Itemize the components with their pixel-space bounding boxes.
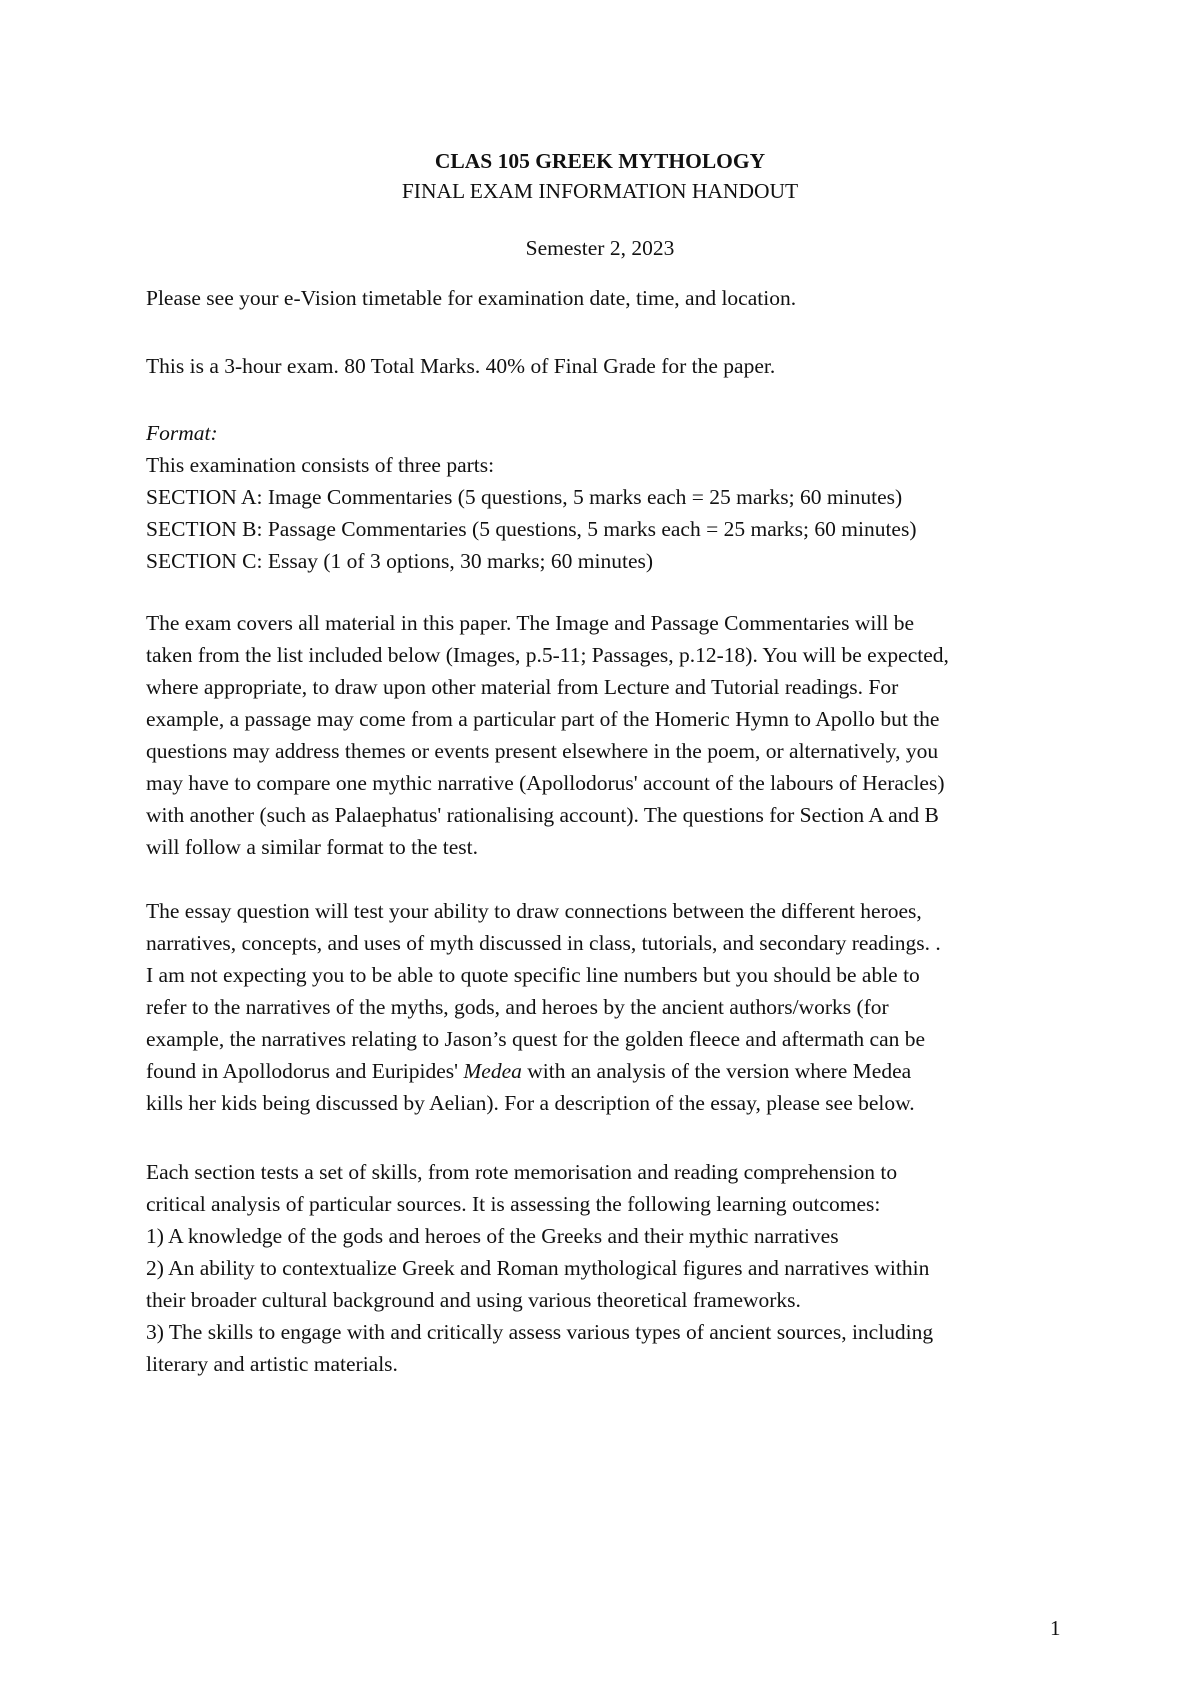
medea-line	[146, 1055, 1076, 1087]
outcome-2-cont: their broader cultural background and using various theoretical frameworks.	[146, 1288, 801, 1312]
semester-label: Semester 2, 2023	[525, 236, 675, 260]
outcome-3: 3) The skills to engage with and critically assess various types of ancient sources, including	[146, 1320, 934, 1344]
page-number: 1	[1050, 1616, 1061, 1640]
outcome-1: 1) A knowledge of the gods and heroes of the Greeks and their mythic narratives	[146, 1224, 839, 1248]
paragraph-line: example, the narratives relating to Jason’s quest for the golden fleece and aftermath can be	[146, 1027, 926, 1051]
section-b-line: SECTION B: Passage Commentaries (5 questions, 5 marks each = 25 marks; 60 minutes)	[146, 517, 917, 541]
paragraph-line: This examination consists of three parts:	[146, 453, 495, 477]
paragraph-line: kills her kids being discussed by Aelian). For a description of the essay, please see below.	[146, 1091, 915, 1115]
paragraph-line: questions may address themes or events present elsewhere in the poem, or alternatively, you	[146, 739, 939, 763]
outcome-2: 2) An ability to contextualize Greek and Roman mythological figures and narratives within	[146, 1256, 930, 1280]
outcome-3-cont: literary and artistic materials.	[146, 1352, 398, 1376]
medea-title: Medea	[463, 1059, 522, 1083]
paragraph-line: narratives, concepts, and uses of myth discussed in class, tutorials, and secondary readings. .	[146, 931, 941, 955]
timetable-paragraph	[146, 282, 1076, 314]
format-section	[146, 417, 1076, 577]
section-c-line: SECTION C: Essay (1 of 3 options, 30 marks; 60 minutes)	[146, 549, 654, 573]
paragraph-line: I am not expecting you to be able to quote specific line numbers but you should be able to	[146, 963, 920, 987]
essay-paragraph	[146, 895, 1076, 1119]
skills-paragraph	[146, 1156, 1076, 1380]
paragraph-line: The exam covers all material in this paper. The Image and Passage Commentaries will be	[146, 611, 914, 635]
section-a-line: SECTION A: Image Commentaries (5 questions, 5 marks each = 25 marks; 60 minutes)	[146, 485, 903, 509]
paragraph-line: critical analysis of particular sources. It is assessing the following learning outcomes:	[146, 1192, 881, 1216]
paragraph-line: This is a 3-hour exam. 80 Total Marks. 40% of Final Grade for the paper.	[146, 354, 776, 378]
exam-info-paragraph	[146, 350, 1076, 382]
document-subtitle: FINAL EXAM INFORMATION HANDOUT	[401, 179, 799, 203]
coverage-paragraph	[146, 607, 1076, 863]
paragraph-line: with another (such as Palaephatus' rationalising account). The questions for Section A and B	[146, 803, 939, 827]
medea-line-start: found in Apollodorus and Euripides'	[146, 1059, 464, 1083]
medea-line-end: with an analysis of the version where Medea	[521, 1059, 912, 1083]
paragraph-line: may have to compare one mythic narrative (Apollodorus' account of the labours of Heracles)	[146, 771, 945, 795]
paragraph-line: Each section tests a set of skills, from rote memorisation and reading comprehension to	[146, 1160, 898, 1184]
paragraph-line: refer to the narratives of the myths, gods, and heroes by the ancient authors/works (for	[146, 995, 889, 1019]
paragraph-line: example, a passage may come from a particular part of the Homeric Hymn to Apollo but the	[146, 707, 940, 731]
paragraph-line: taken from the list included below (Images, p.5-11; Passages, p.12-18). You will be expected,	[146, 643, 949, 667]
format-heading: Format:	[146, 421, 218, 445]
paragraph-line: where appropriate, to draw upon other material from Lecture and Tutorial readings. For	[146, 675, 899, 699]
paragraph-line: The essay question will test your ability to draw connections between the different heroes,	[146, 899, 922, 923]
document-title: CLAS 105 GREEK MYTHOLOGY	[434, 149, 766, 173]
paragraph-line: will follow a similar format to the test.	[146, 835, 478, 859]
paragraph-line: Please see your e-Vision timetable for examination date, time, and location.	[146, 286, 797, 310]
